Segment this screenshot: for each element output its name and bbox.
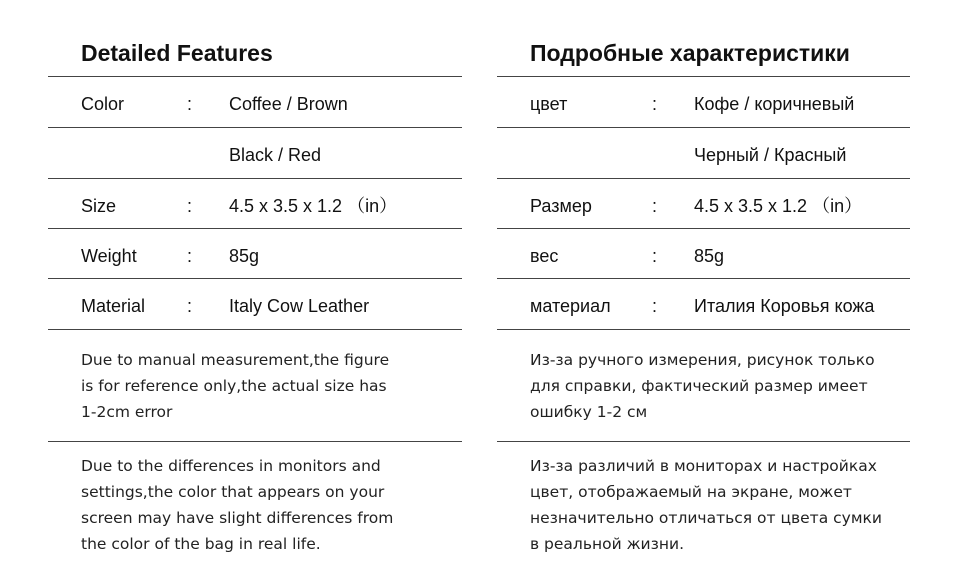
right-divider bbox=[497, 228, 910, 229]
right-row-label: цвет bbox=[530, 94, 568, 114]
right-divider bbox=[497, 441, 910, 442]
left-row-value: 85g bbox=[229, 246, 260, 266]
right-row-colon: : bbox=[652, 246, 658, 266]
left-row-value: Coffee / Brown bbox=[229, 94, 348, 114]
right-row-colon: : bbox=[652, 296, 658, 316]
right-row-colon: : bbox=[652, 196, 658, 216]
right-note-line: цвет, отображаемый на экране, может bbox=[530, 483, 852, 501]
right-title: Подробные характеристики bbox=[530, 40, 850, 66]
left-divider bbox=[48, 329, 462, 330]
right-divider bbox=[497, 178, 910, 179]
left-row-colon: : bbox=[187, 94, 193, 114]
left-note-line: Due to the differences in monitors and bbox=[81, 457, 381, 475]
left-note-line: the color of the bag in real life. bbox=[81, 535, 321, 553]
right-row-colon: : bbox=[652, 94, 658, 114]
right-divider bbox=[497, 127, 910, 128]
left-divider bbox=[48, 178, 462, 179]
left-row-label: Color bbox=[81, 94, 125, 114]
left-note-line: 1-2cm error bbox=[81, 403, 173, 421]
left-note-line: settings,the color that appears on your bbox=[81, 483, 385, 501]
left-divider bbox=[48, 228, 462, 229]
right-row-value: 4.5 x 3.5 x 1.2 （in） bbox=[694, 196, 863, 216]
left-row-value: Black / Red bbox=[229, 145, 322, 165]
right-note-line: Из-за ручного измерения, рисунок только bbox=[530, 351, 875, 369]
left-row-colon: : bbox=[187, 246, 193, 266]
left-row-label: Weight bbox=[81, 246, 137, 266]
right-row-value: 85g bbox=[694, 246, 725, 266]
left-row-colon: : bbox=[187, 296, 193, 316]
right-row-label: Размер bbox=[530, 196, 592, 216]
left-divider bbox=[48, 76, 462, 77]
right-note-line: незначительно отличаться от цвета сумки bbox=[530, 509, 882, 527]
left-divider bbox=[48, 127, 462, 128]
left-divider bbox=[48, 278, 462, 279]
right-row-value: Кофе / коричневый bbox=[694, 94, 855, 114]
left-row-label: Size bbox=[81, 196, 117, 216]
left-title: Detailed Features bbox=[81, 40, 273, 66]
right-note-line: Из-за различий в мониторах и настройках bbox=[530, 457, 877, 475]
right-note-line: для справки, фактический размер имеет bbox=[530, 377, 868, 395]
left-row-colon: : bbox=[187, 196, 193, 216]
right-row-value: Италия Коровья кожа bbox=[694, 296, 875, 316]
right-note-line: в реальной жизни. bbox=[530, 535, 685, 553]
left-note-line: is for reference only,the actual size has bbox=[81, 377, 387, 395]
left-note-line: screen may have slight differences from bbox=[81, 509, 394, 527]
right-note-line: ошибку 1-2 см bbox=[530, 403, 648, 421]
right-row-label: вес bbox=[530, 246, 559, 266]
right-divider bbox=[497, 329, 910, 330]
left-note-line: Due to manual measurement,the figure bbox=[81, 351, 390, 369]
right-row-label: материал bbox=[530, 296, 611, 316]
right-row-value: Черный / Красный bbox=[694, 145, 847, 165]
left-row-value: 4.5 x 3.5 x 1.2 （in） bbox=[229, 196, 398, 216]
left-row-value: Italy Cow Leather bbox=[229, 296, 370, 316]
right-divider bbox=[497, 76, 910, 77]
left-divider bbox=[48, 441, 462, 442]
left-row-label: Material bbox=[81, 296, 146, 316]
right-divider bbox=[497, 278, 910, 279]
